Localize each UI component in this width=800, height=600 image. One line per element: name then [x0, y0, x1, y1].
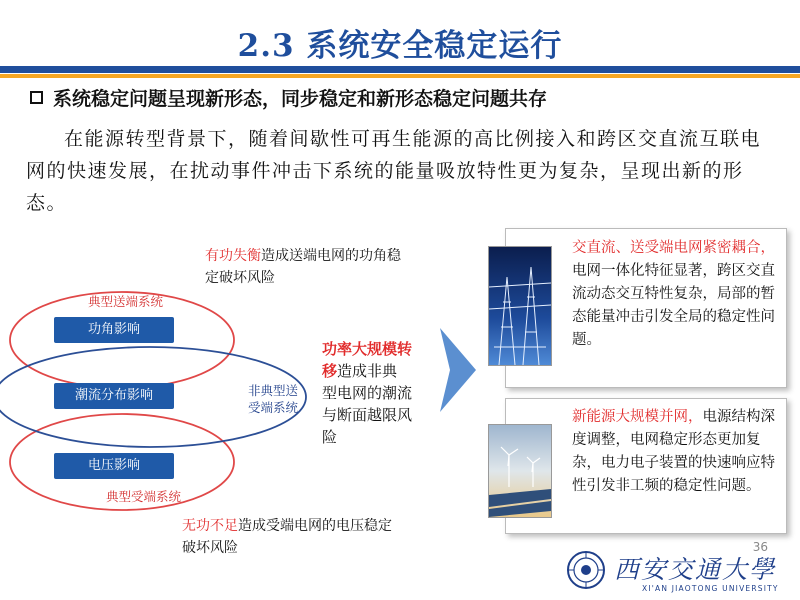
- subheading-text: 系统稳定问题呈现新形态，同步稳定和新形态稳定问题共存: [53, 88, 548, 110]
- bottom-note-rest: 造成受端电网的电压稳定破坏风险: [182, 518, 392, 556]
- bottom-note-highlight: 无功不足: [182, 518, 238, 534]
- renewables-card-body: 电源结构深度调整，电网稳定形态更加复杂，电力电子装置的快速响应特性引发非工频的稳定性问题。: [572, 409, 775, 494]
- non-typical-system-label: 非典型送受端系统: [248, 383, 299, 415]
- university-name-en: XI'AN JIAOTONG UNIVERSITY: [642, 584, 779, 593]
- intro-paragraph: 在能源转型背景下，随着间歇性可再生能源的高比例接入和跨区交直流互联电网的快速发展，在扰动事件冲击下系统的能量吸放特性更为复杂，呈现出新的形态。: [26, 128, 762, 214]
- substation-image: [489, 247, 551, 365]
- subheading: [30, 84, 547, 111]
- substation-photo: [488, 246, 552, 366]
- page-number: 36: [752, 540, 768, 554]
- coupling-card-text: [572, 237, 777, 352]
- slide-title: 2.3 系统安全稳定运行: [237, 28, 563, 64]
- coupling-card-highlight: 交直流、送受端电网紧密耦合，: [572, 240, 775, 256]
- sending-system-label: 典型送端系统: [88, 294, 164, 309]
- top-note-highlight: 有功失衡: [205, 248, 261, 264]
- wind-solar-image: [489, 425, 551, 517]
- renewables-card-text: [572, 406, 777, 498]
- university-emblem-icon: [566, 550, 606, 590]
- university-logo: [560, 548, 790, 596]
- middle-note-highlight: 功率大规模转移: [322, 340, 413, 380]
- power-flow-box: 潮流分布影响: [54, 383, 174, 409]
- renewables-card-highlight: 新能源大规模并网，: [572, 409, 703, 425]
- title-rule-blue: [0, 66, 800, 73]
- coupling-card-body: 电网一体化特征显著，跨区交直流动态交互特性复杂，局部的暂态能量冲击引发全局的稳定性问题。: [572, 263, 775, 348]
- receiving-system-label: 典型受端系统: [106, 489, 182, 504]
- university-name-cn: 西安交通大學: [614, 555, 777, 584]
- top-note-rest: 造成送端电网的功角稳定破坏风险: [205, 248, 401, 286]
- right-arrow-icon: [440, 328, 476, 412]
- power-angle-box: 功角影响: [54, 317, 174, 343]
- middle-note: [322, 338, 412, 448]
- checkbox-bullet-icon: [30, 91, 43, 104]
- wind-solar-photo: [488, 424, 552, 518]
- title-rule-orange: [0, 74, 800, 78]
- voltage-box: 电压影响: [54, 453, 174, 479]
- middle-note-rest: 造成非典型电网的潮流与断面越限风险: [322, 362, 413, 446]
- bottom-note: [182, 515, 392, 559]
